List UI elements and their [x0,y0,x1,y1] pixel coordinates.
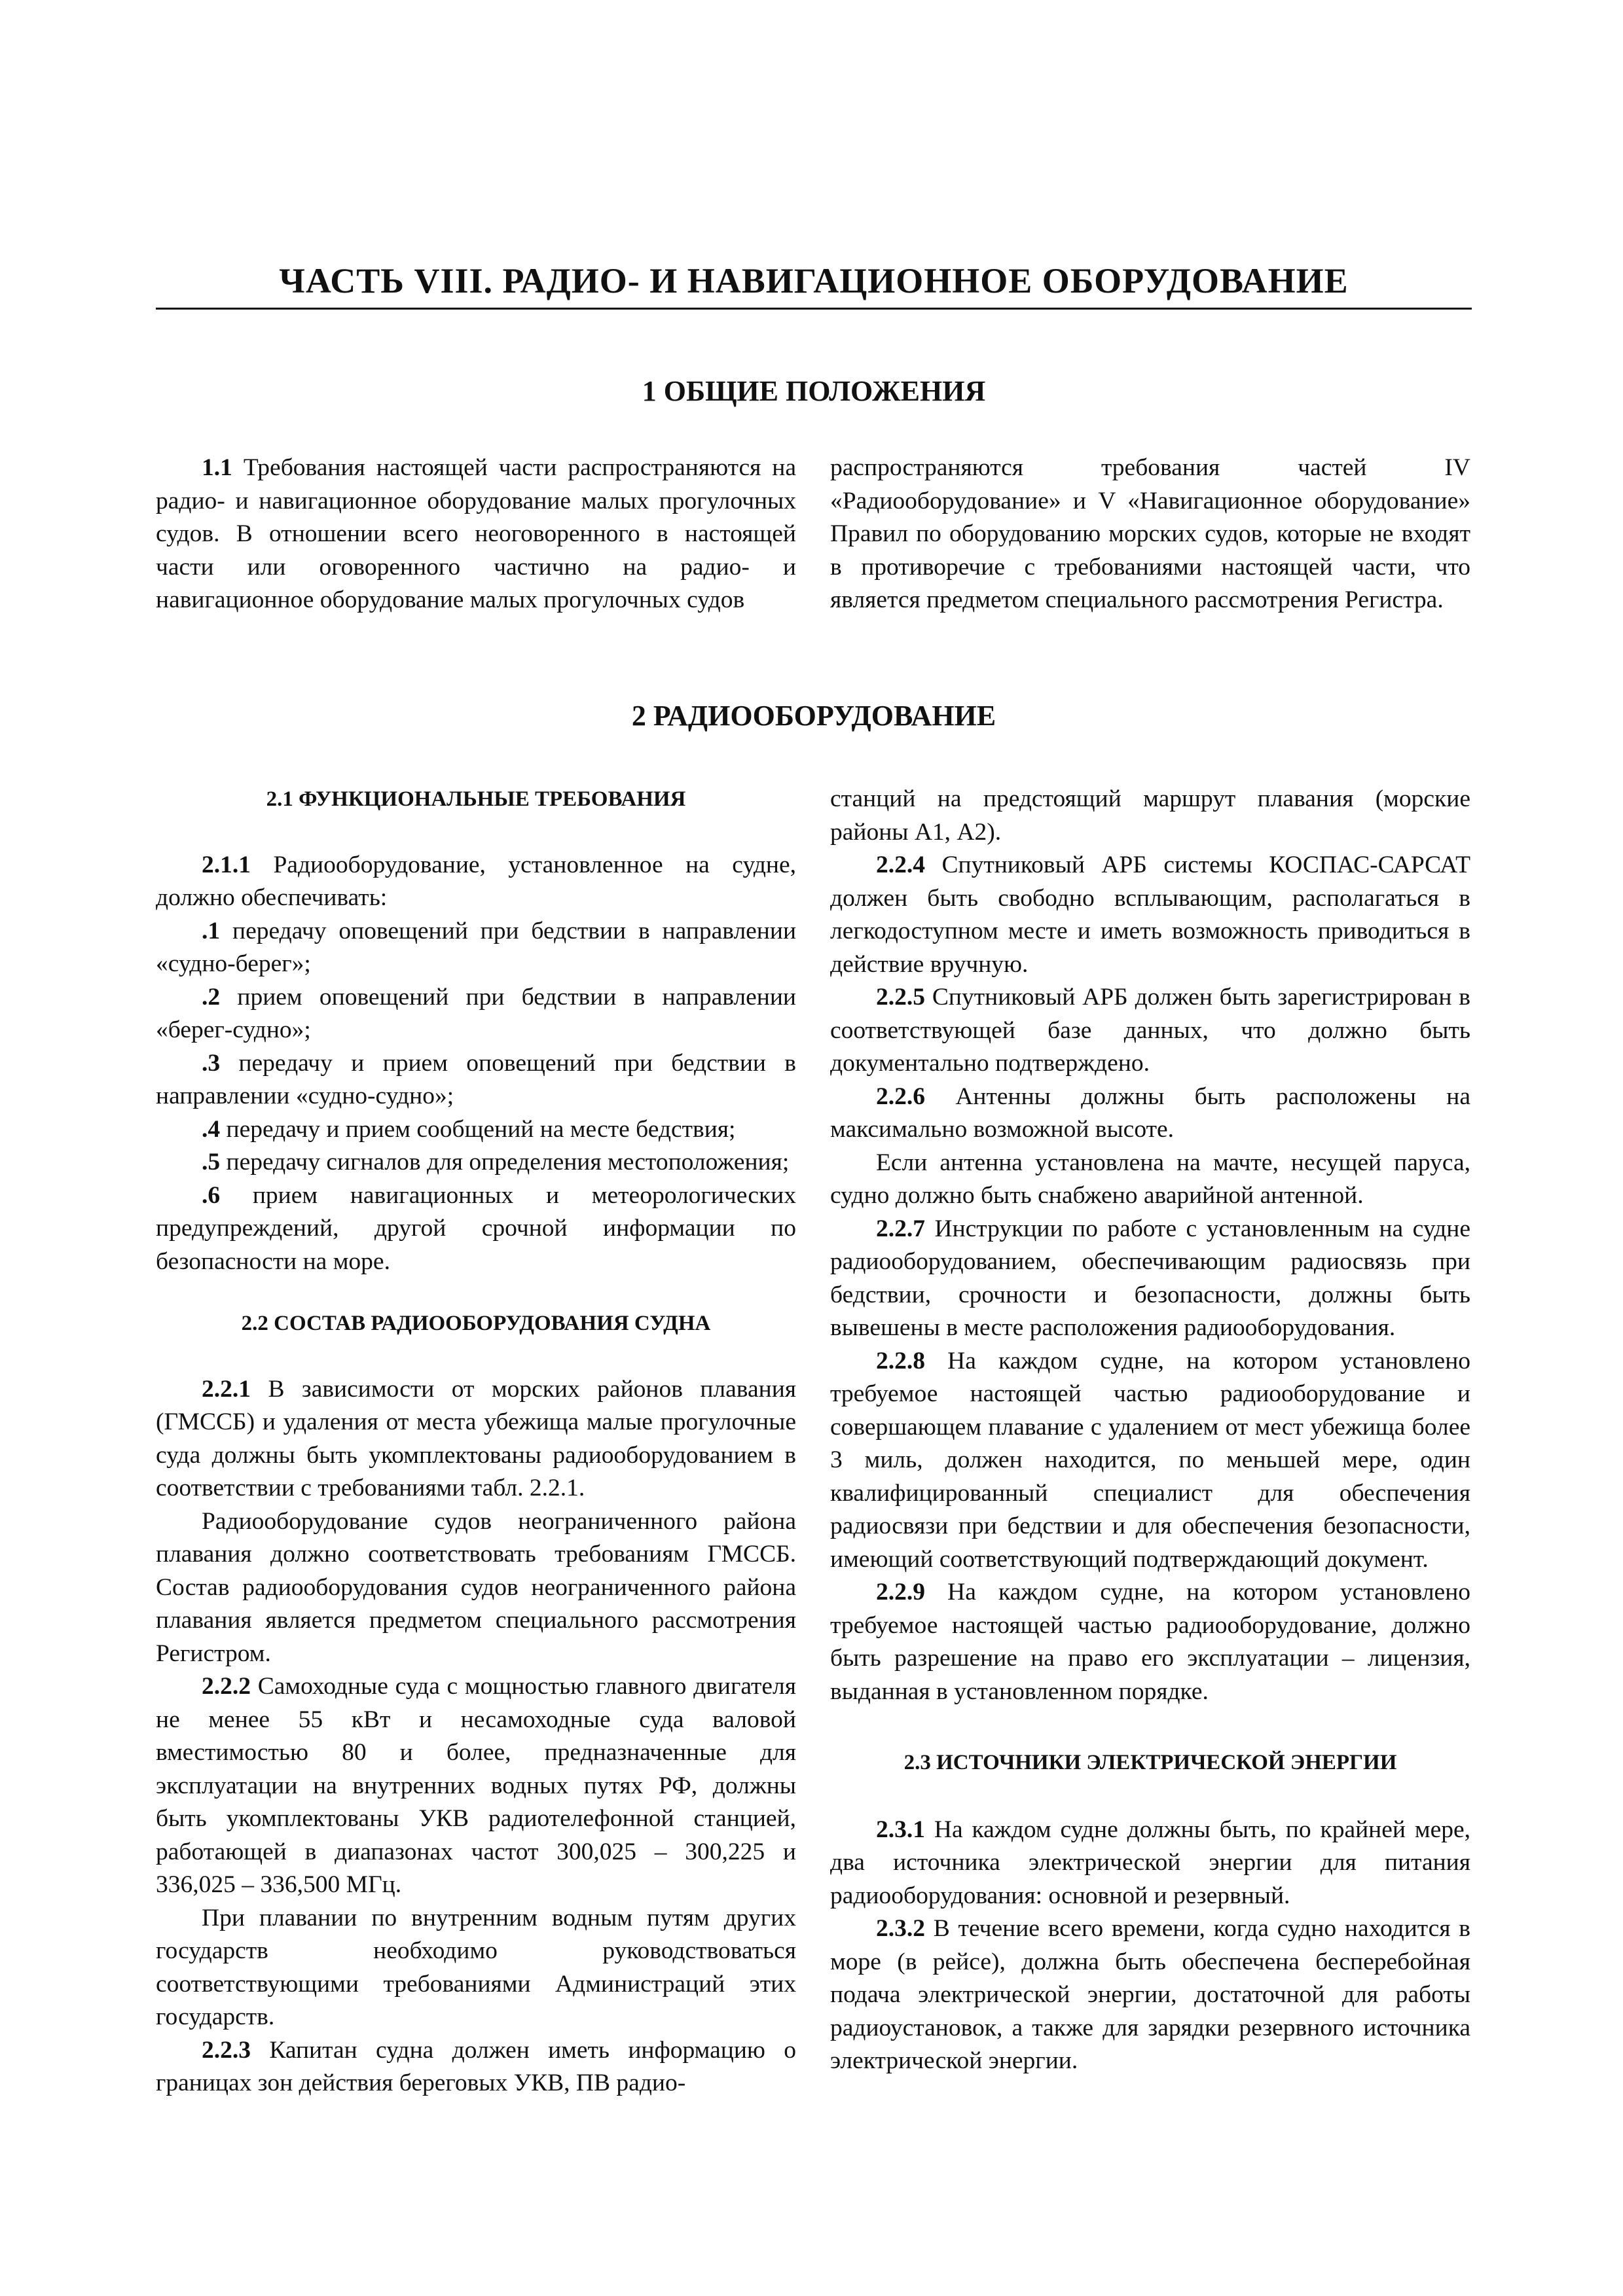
paragraph-1-1 [156,452,796,617]
paragraph-2-2-1-b: Радиооборудование судов неограниченного района плавания должно соответствовать требованиям ГМССБ. Состав радиооборудования судов неограниченного района плавания является предметом специального рассмотрения Регистром. [156,1507,796,1667]
paragraph-text: Радиооборудование, установленное на судне, должно обеспечивать: [156,851,796,911]
section-1-left-column [156,452,796,617]
list-item-2 [156,981,796,1047]
list-item-5 [156,1146,796,1179]
paragraph-text: Антенны должны быть расположены на максимально возможной высоте. [830,1083,1470,1143]
paragraph-number: 2.2.6 [876,1083,925,1110]
paragraph-number: 2.2.5 [876,984,925,1011]
paragraph-2-2-1 [156,1373,796,1505]
item-text: передачу и прием сообщений на месте бедствия; [226,1115,736,1143]
item-number: .3 [202,1049,221,1077]
item-text: прием навигационных и метеорологических предупреждений, другой срочной информации по безопасности на море. [156,1181,796,1275]
paragraph-number: 2.2.2 [202,1673,251,1700]
paragraph-2-2-7 [830,1213,1470,1345]
paragraph-2-2-2 [156,1670,796,1902]
paragraph-number: 2.2.4 [876,852,925,878]
section-2-left-column [156,783,796,2100]
section-2-right-column [830,783,1470,2078]
paragraph-text: Самоходные суда с мощностью главного двигателя не менее 55 кВт и несамоходные суда валовой вместимостью 80 и более, предназначенные для эксплуатации на внутренних водных путях РФ, должны быть укомплектованы УКВ радиотелефонной станцией, работающей в диапазонах частот 300,025 – 300,225 и 336,025 – 336,500 МГц. [156,1673,796,1898]
paragraph-2-2-5 [830,981,1470,1081]
paragraph-text: Спутниковый АРБ должен быть зарегистрирован в соответствующей базе данных, что должно быть документально подтверждено. [830,984,1471,1077]
paragraph-2-2-3-continued: станций на предстоящий маршрут плавания (морские районы А1, А2). [830,785,1470,846]
paragraph-number: 2.2.7 [876,1215,925,1242]
item-text: прием оповещений при бедствии в направлении «берег-судно»; [156,983,796,1043]
paragraph-number: 2.2.1 [202,1375,251,1403]
subsection-2-1-title: 2.1 ФУНКЦИОНАЛЬНЫЕ ТРЕБОВАНИЯ [266,787,686,811]
paragraph-text: Требования настоящей части распространяются на радио- и навигационное оборудование малых прогулочных судов. В отношении всего неоговоренного в настоящей части или оговоренного частично на радио- и навигационное оборудование малых прогулочных судов [156,454,797,613]
paragraph-2-2-2-b: При плавании по внутренним водным путям других государств необходимо руководствоваться соответствующими требованиями Администраций этих государств. [156,1904,796,2030]
item-number: .6 [202,1181,221,1209]
title-rule [156,308,1472,310]
section-2-title: 2 РАДИООБОРУДОВАНИЕ [631,700,996,732]
list-item-3 [156,1047,796,1113]
item-text: передачу оповещений при бедствии в направлении «судно-берег»; [156,917,797,977]
section-1-title: 1 ОБЩИЕ ПОЛОЖЕНИЯ [642,375,986,407]
paragraph-2-3-1 [830,1814,1470,1913]
paragraph-text: Инструкции по работе с установленным на судне радиооборудованием, обеспечивающим радиосвязь при бедствии, срочности и безопасности, должны быть вывешены в месте расположения радиооборудования. [830,1215,1471,1341]
paragraph-2-2-4 [830,849,1470,981]
paragraph-1-1-continued: распространяются требования частей IV «Радиооборудование» и V «Навигационное оборудование» Правил по оборудованию морских судов, которые не входят в противоречие с требованиями настоящей части, что является предметом специального рассмотрения Регистра. [830,454,1470,613]
paragraph-text: На каждом судне, на котором установлено требуемое настоящей частью радиооборудование, должно быть разрешение на право его эксплуатации – лицензия, выданная в установленном порядке. [830,1579,1471,1705]
paragraph-number: 2.3.2 [876,1915,925,1942]
paragraph-2-2-6-b: Если антенна установлена на мачте, несущей паруса, судно должно быть снабжено аварийной антенной. [830,1149,1470,1209]
paragraph-text: В зависимости от морских районов плавания (ГМССБ) и удаления от места убежища малые прогулочные суда должны быть укомплектованы радиооборудованием в соответствии с требованиями табл. 2.2.1. [156,1375,797,1501]
paragraph-number: 1.1 [202,454,232,481]
item-number: .2 [202,983,221,1011]
item-text: передачу сигналов для определения местоположения; [226,1149,790,1175]
item-number: .5 [202,1149,221,1175]
list-item-1 [156,915,796,981]
paragraph-2-2-8 [830,1345,1470,1577]
paragraph-text: На каждом судне должны быть, по крайней мере, два источника электрической энергии для питания радиооборудования: основной и резервный. [830,1816,1470,1909]
section-1-right-column [830,452,1470,617]
paragraph-2-1-1 [156,849,796,915]
part-title: ЧАСТЬ VIII. РАДИО- И НАВИГАЦИОННОЕ ОБОРУДОВАНИЕ [279,261,1349,300]
paragraph-number: 2.1.1 [202,851,251,878]
subsection-2-3-title: 2.3 ИСТОЧНИКИ ЭЛЕКТРИЧЕСКОЙ ЭНЕРГИИ [903,1751,1397,1774]
paragraph-text: На каждом судне, на котором установлено требуемое настоящей частью радиооборудование и совершающем плавание с удалением от мест убежища более 3 миль, должен находится, по меньшей мере, один квалифицированный специалист для обеспечения радиосвязи при бедствии и для обеспечения безопасности, имеющий соответствующий подтверждающий документ. [830,1347,1471,1573]
item-text: передачу и прием оповещений при бедствии в направлении «судно-судно»; [156,1049,796,1109]
list-item-4 [156,1113,796,1147]
paragraph-number: 2.2.3 [202,2036,251,2064]
paragraph-2-2-9 [830,1576,1470,1708]
paragraph-2-2-6 [830,1081,1470,1147]
paragraph-text: Спутниковый АРБ системы КОСПАС-САРСАТ должен быть свободно всплывающим, располагаться в легкодоступном месте и иметь возможность приводиться в действие вручную. [830,852,1471,978]
paragraph-2-3-2 [830,1912,1470,2078]
paragraph-2-2-3 [156,2034,796,2100]
subsection-2-2-title: 2.2 СОСТАВ РАДИООБОРУДОВАНИЯ СУДНА [241,1312,711,1335]
paragraph-number: 2.2.9 [876,1579,925,1605]
paragraph-text: В течение всего времени, когда судно находится в море (в рейсе), должна быть обеспечена бесперебойная подача электрической энергии, достаточной для работы радиоустановок, а также для зарядки резервного источника электрической энергии. [830,1915,1471,2074]
paragraph-text: Капитан судна должен иметь информацию о границах зон действия береговых УКВ, ПВ радио- [156,2036,796,2096]
paragraph-number: 2.2.8 [876,1347,925,1374]
paragraph-number: 2.3.1 [876,1816,925,1843]
item-number: .4 [202,1115,221,1143]
item-number: .1 [202,917,221,944]
list-item-6 [156,1179,796,1279]
